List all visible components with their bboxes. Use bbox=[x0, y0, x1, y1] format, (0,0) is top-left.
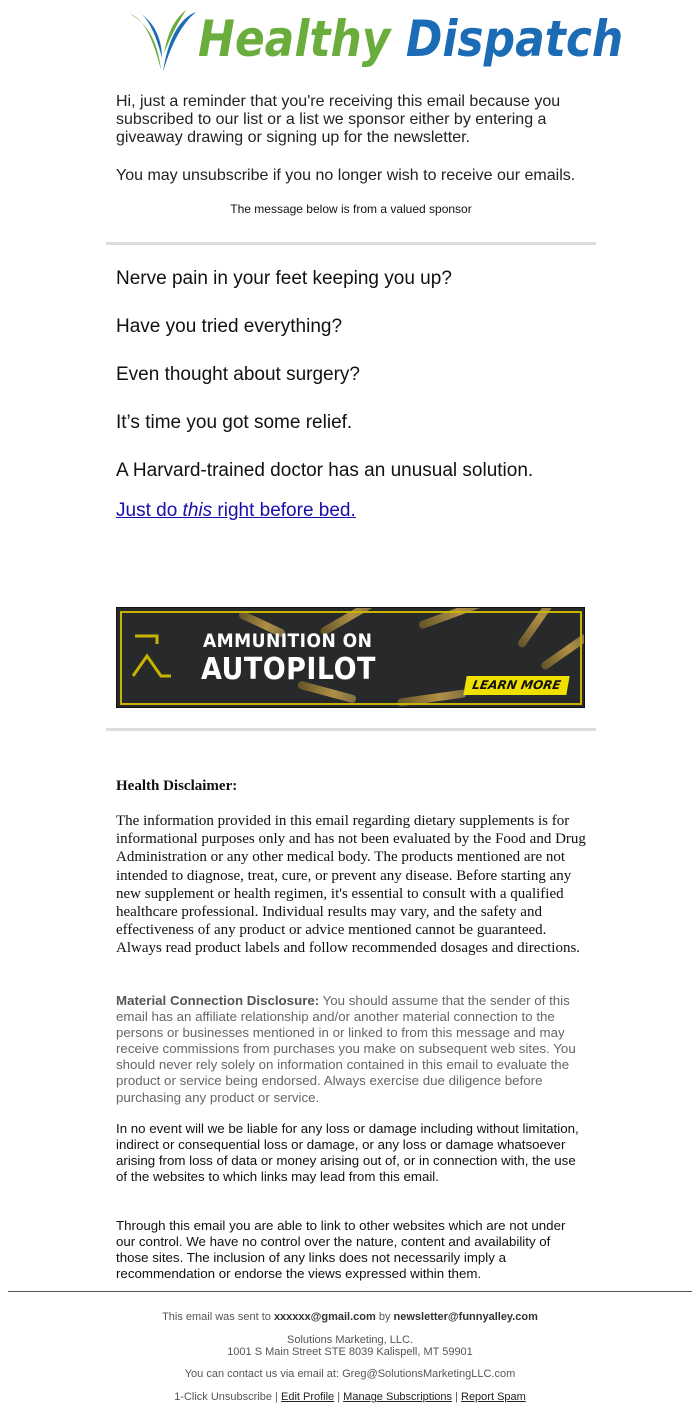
edit-profile-link[interactable]: Edit Profile bbox=[280, 1391, 335, 1403]
ad-line-nerve-pain: Nerve pain in your feet keeping you up? bbox=[116, 268, 452, 289]
ad-line-surgery: Even thought about surgery? bbox=[116, 364, 361, 385]
ad-link-emphasis: this bbox=[182, 500, 213, 521]
material-connection-text: You should assume that the sender of this email has an affiliate relationship and/or another material connection to the persons or businesses mentioned in or linked to from this message and may receive commissions from purchases you make on subsequent web sites. You should never rely solely on information contained in this email to evaluate the product or service being endorsed. Always exercise due diligence before purchasing any product or service. bbox=[116, 993, 576, 1105]
brand-mark-icon bbox=[131, 630, 173, 682]
footer-divider bbox=[8, 1291, 692, 1292]
sent-by-word: by bbox=[375, 1311, 394, 1323]
learn-more-button[interactable]: LEARN MORE bbox=[463, 676, 569, 695]
sent-to-prefix: This email was sent to bbox=[162, 1311, 274, 1323]
ad-link-post: right before bed. bbox=[212, 500, 356, 521]
logo-word-dispatch: Dispatch bbox=[405, 10, 624, 68]
ad-link-pre: Just do bbox=[116, 500, 183, 521]
footer-links: 1-Click Unsubscribe | Edit Profile | Manage Subscriptions | Report Spam bbox=[174, 1391, 526, 1403]
manage-subscriptions-link[interactable]: Manage Subscriptions bbox=[343, 1391, 453, 1403]
healthy-dispatch-logo[interactable] bbox=[128, 8, 624, 84]
health-disclaimer-heading: Health Disclaimer: bbox=[116, 778, 238, 794]
sent-to-line bbox=[0, 1311, 700, 1323]
company-name: Solutions Marketing, LLC. bbox=[287, 1334, 413, 1346]
company-address-block bbox=[0, 1334, 700, 1358]
ad-line-tried-everything: Have you tried everything? bbox=[116, 316, 343, 337]
logo-word-healthy: Healthy bbox=[198, 10, 391, 68]
leaf-logo-icon bbox=[128, 8, 198, 84]
company-address: 1001 S Main Street STE 8039 Kalispell, MT 59901 bbox=[227, 1346, 473, 1358]
logo-wordmark bbox=[198, 10, 623, 68]
report-spam-link[interactable]: Report Spam bbox=[461, 1391, 526, 1403]
health-disclaimer-body: The information provided in this email regarding dietary supplements is for informational purposes only and has not been evaluated by the Food and Drug Administration or any other medical body. The products mentioned are not intended to diagnose, treat, cure, or prevent any disease. Before starting any new supplement or health regimen, it's essential to consult with a qualified healthcare professional. Individual results may vary, and the safety and effectiveness of any product or advice mentioned cannot be guaranteed. Always read product labels and follow recommended dosages and directions. bbox=[116, 813, 586, 957]
divider-bottom bbox=[106, 728, 596, 731]
ad-line-harvard-doctor: A Harvard-trained doctor has an unusual solution. bbox=[116, 460, 534, 481]
contact-line: You can contact us via email at: Greg@SolutionsMarketingLLC.com bbox=[184, 1368, 516, 1380]
sponsor-note: The message below is from a valued sponsor bbox=[230, 202, 472, 216]
liability-paragraph: In no event will we be liable for any loss or damage including without limitation, indirect or consequential loss or damage, or any loss or damage whatsoever arising from loss of data or money arising out of, or in connection with, the use of the websites to which links may lead from this email. bbox=[116, 1121, 579, 1185]
sender-email: newsletter@funnyalley.com bbox=[393, 1311, 538, 1323]
one-click-unsubscribe[interactable]: 1-Click Unsubscribe bbox=[174, 1391, 272, 1403]
material-connection-disclosure bbox=[116, 993, 586, 1106]
ad-cta-link[interactable] bbox=[116, 500, 356, 522]
divider-top bbox=[106, 242, 596, 245]
recipient-email: xxxxxx@gmail.com bbox=[273, 1311, 376, 1323]
banner-headline-2: AUTOPILOT bbox=[201, 652, 376, 687]
banner-headline-1: AMMUNITION ON bbox=[203, 630, 373, 652]
unsubscribe-note: You may unsubscribe if you no longer wish to receive our emails. bbox=[116, 167, 576, 184]
subscription-reminder: Hi, just a reminder that you're receiving this email because you subscribed to our list or a list we sponsor either by entering a giveaway drawing or signing up for the newsletter. bbox=[116, 93, 561, 146]
ammunition-banner[interactable] bbox=[116, 607, 585, 708]
external-links-paragraph: Through this email you are able to link to other websites which are not under our control. We have no control over the nature, content and availability of those sites. The inclusion of any links does not necessarily imply a recommendation or endorse the views expressed within them. bbox=[116, 1218, 566, 1282]
ad-line-relief: It’s time you got some relief. bbox=[116, 412, 353, 433]
material-connection-label: Material Connection Disclosure: bbox=[116, 993, 320, 1008]
